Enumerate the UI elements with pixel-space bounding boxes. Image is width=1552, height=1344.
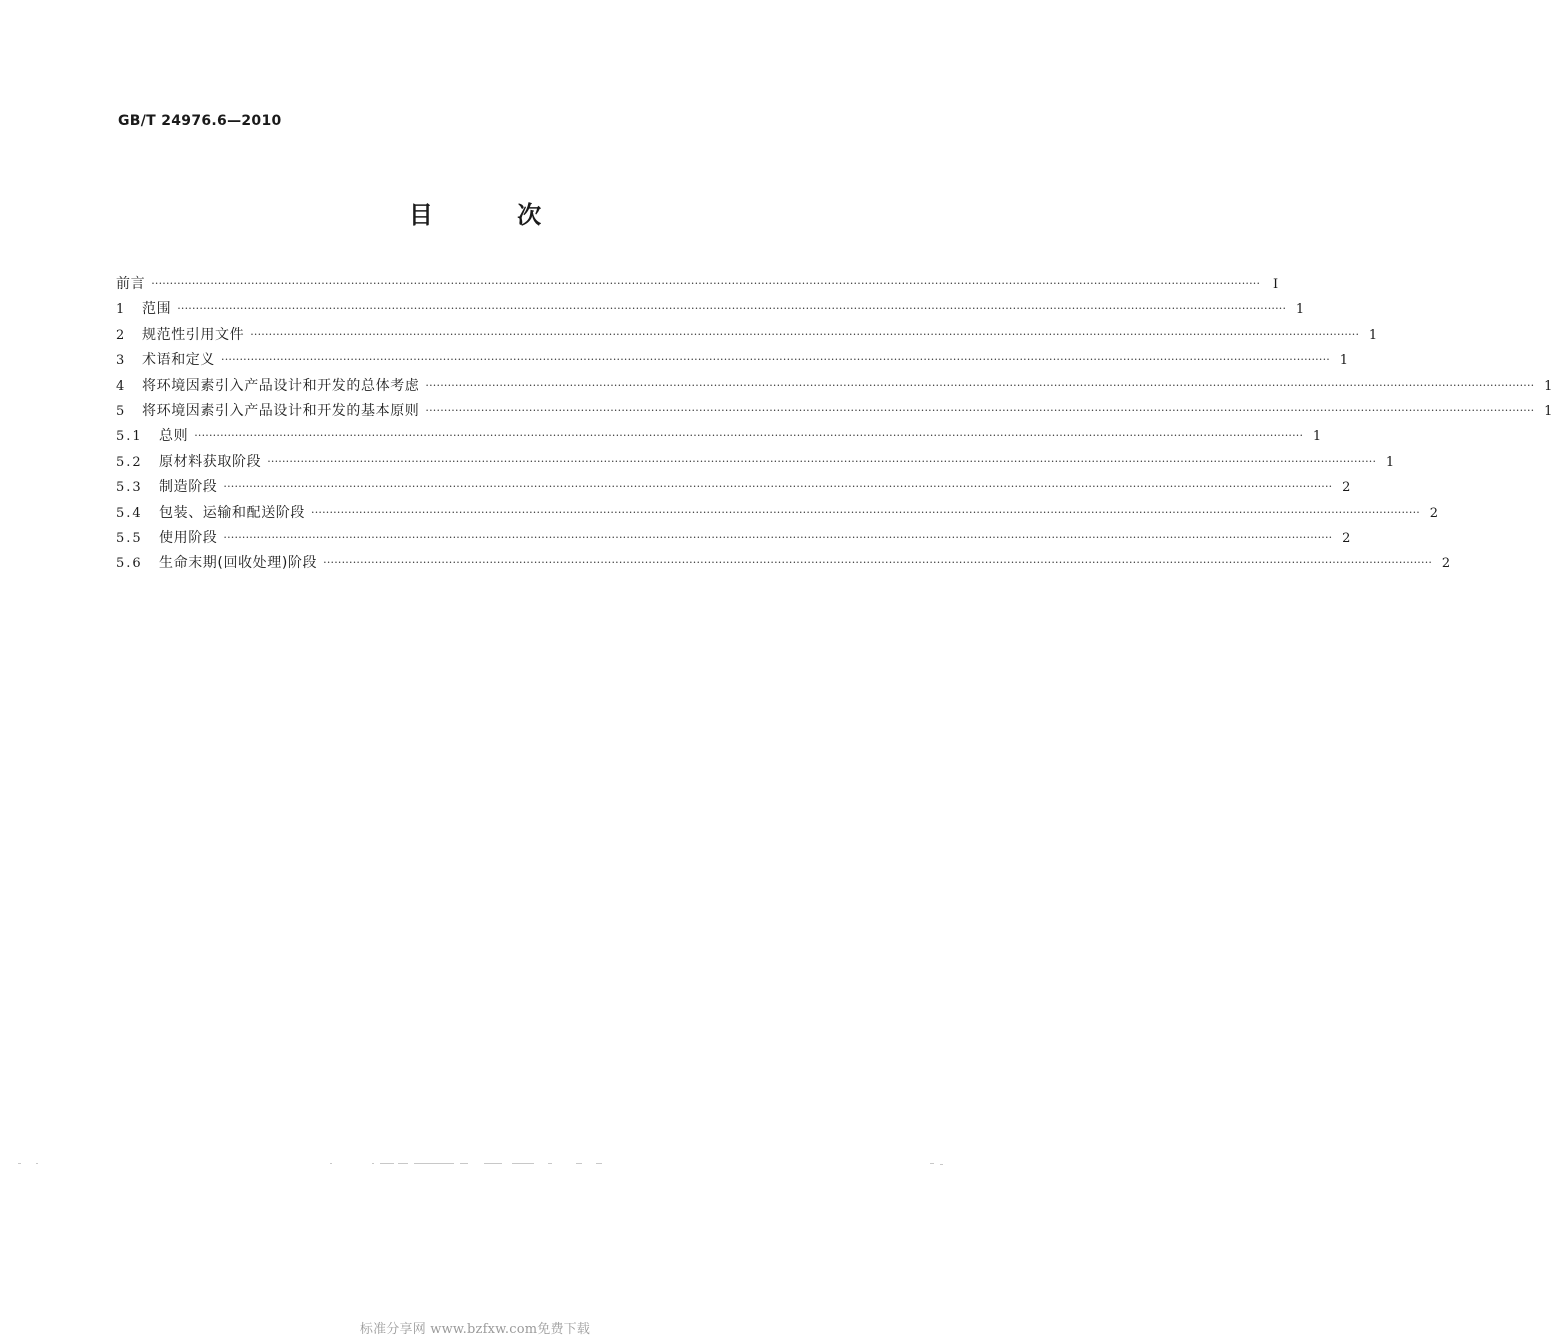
- dot-leader: ············································································································································································································································································································: [177, 302, 1287, 316]
- toc-entry-number: 5.3: [116, 480, 143, 496]
- toc-entry-foreword[interactable]: [116, 272, 1279, 297]
- toc-entry-use-stage[interactable]: [116, 526, 1351, 551]
- toc-entry-number: 3: [116, 353, 125, 369]
- toc-entry-raw-material-stage[interactable]: [116, 450, 1395, 475]
- dot-leader: ············································································································································································································································································································: [311, 505, 1420, 519]
- dot-leader: ············································································································································································································································································································: [221, 353, 1330, 367]
- toc-entry-terms-definitions[interactable]: [116, 348, 1348, 373]
- toc-entry-number: 2: [116, 327, 125, 343]
- toc-entry-page: 1: [1544, 403, 1552, 419]
- dot-leader: ············································································································································································································································································································: [425, 403, 1535, 417]
- toc-entry-number: 5.1: [116, 429, 143, 445]
- toc-entry-number: 5.4: [116, 505, 143, 521]
- toc-entry-page: 1: [1339, 353, 1348, 369]
- toc-entry-manufacturing-stage[interactable]: [116, 475, 1351, 500]
- toc-entry-general[interactable]: [116, 424, 1322, 449]
- dot-leader: ············································································································································································································································································································: [267, 454, 1377, 468]
- toc-entry-packaging-transport-stage[interactable]: [116, 501, 1438, 526]
- dot-leader: ············································································································································································································································································································: [425, 378, 1535, 392]
- toc-entry-number: 5.5: [116, 530, 143, 546]
- dot-leader: ············································································································································································································································································································: [223, 480, 1333, 494]
- toc-entry-label: 生命末期(回收处理)阶段: [159, 551, 323, 576]
- dot-leader: ············································································································································································································································································································: [194, 429, 1304, 443]
- standard-code: GB/T 24976.6—2010: [118, 113, 282, 129]
- toc-entry-number: 4: [116, 378, 125, 394]
- toc-entry-page: 1: [1385, 454, 1395, 470]
- toc-entry-page: 1: [1295, 302, 1305, 318]
- toc-entry-label: 使用阶段: [159, 526, 223, 551]
- toc-entry-number: 5.2: [116, 454, 143, 470]
- toc-entry-label: 将环境因素引入产品设计和开发的总体考虑: [142, 374, 425, 399]
- toc-entry-number: 5.6: [116, 556, 143, 572]
- toc-entry-label: 制造阶段: [159, 475, 223, 500]
- scan-artifact-line: [0, 1162, 950, 1166]
- toc-entry-page: 2: [1342, 480, 1351, 496]
- table-of-contents: [116, 272, 1552, 577]
- toc-entry-number: 5: [116, 403, 125, 419]
- toc-entry-page: 2: [1342, 530, 1351, 546]
- dot-leader: ············································································································································································································································································································: [250, 327, 1360, 341]
- watermark: 标准分享网 www.bzfxw.com免费下载: [359, 1322, 591, 1337]
- toc-entry-label: 规范性引用文件: [142, 323, 250, 348]
- toc-entry-label: 包装、运输和配送阶段: [159, 501, 311, 526]
- toc-entry-basic-principles[interactable]: [116, 399, 1552, 424]
- toc-entry-page: 2: [1429, 505, 1438, 521]
- toc-title: 目 次: [408, 201, 580, 229]
- toc-entry-label: 前言: [116, 272, 151, 297]
- toc-entry-general-considerations[interactable]: [116, 374, 1552, 399]
- toc-entry-number: 1: [116, 302, 125, 318]
- toc-entry-page: 1: [1312, 429, 1322, 445]
- toc-entry-end-of-life-stage[interactable]: [116, 551, 1451, 576]
- toc-entry-page: 2: [1441, 556, 1451, 572]
- toc-entry-page: 1: [1544, 378, 1552, 394]
- toc-entry-label: 范围: [142, 297, 177, 322]
- toc-entry-normative-references[interactable]: [116, 323, 1378, 348]
- toc-entry-page: Ⅰ: [1273, 277, 1279, 292]
- dot-leader: ············································································································································································································································································································: [323, 556, 1433, 570]
- dot-leader: ············································································································································································································································································································: [223, 530, 1333, 544]
- toc-entry-label: 原材料获取阶段: [159, 450, 267, 475]
- toc-entry-page: 1: [1368, 327, 1378, 343]
- toc-entry-scope[interactable]: [116, 297, 1305, 322]
- toc-entry-label: 将环境因素引入产品设计和开发的基本原则: [142, 399, 425, 424]
- dot-leader: ············································································································································································································································································································: [151, 277, 1261, 290]
- toc-entry-label: 总则: [159, 424, 194, 449]
- toc-entry-label: 术语和定义: [142, 348, 221, 373]
